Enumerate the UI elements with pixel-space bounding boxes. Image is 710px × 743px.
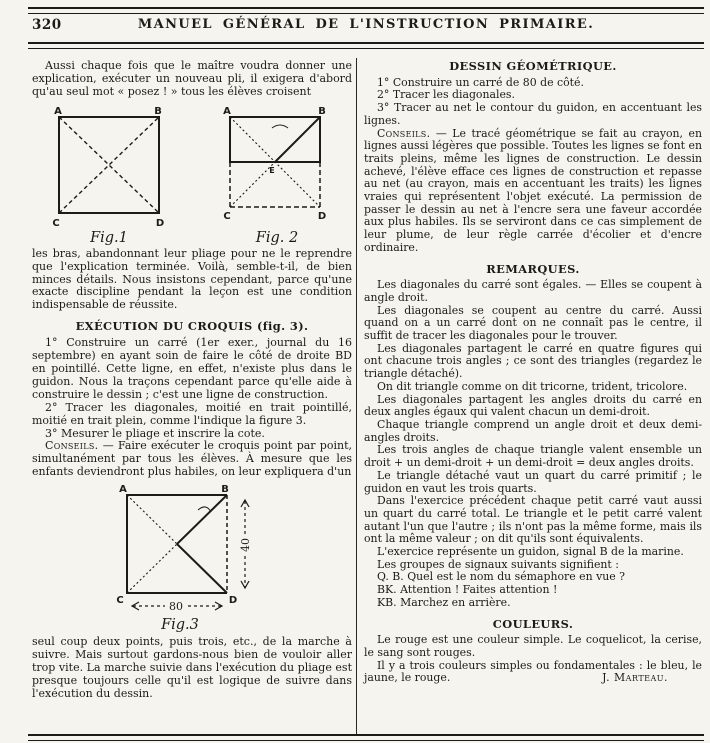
section-heading-dessin: DESSIN GÉOMÉTRIQUE. (449, 59, 617, 73)
remark-paragraph: Les diagonales se coupent au centre du carré. Aussi quand on a un carré dont on ne connaît pas le centre, il suffit de tracer les diagonales pour le trouver. (364, 303, 702, 343)
corner-label-a: A (119, 484, 127, 496)
conseils-label: Conseils. (377, 126, 431, 140)
dotted-half-diagonal-c (127, 544, 177, 593)
remark-paragraph: Les diagonales du carré sont égales. — Elles se coupent à angle droit. (364, 278, 702, 304)
footer-rule (28, 734, 704, 741)
diagonal-cb (59, 117, 159, 213)
corner-label-c: C (116, 595, 124, 607)
square-outline (59, 117, 159, 213)
numbered-step-2: 2° Tracer les diagonales. (377, 88, 515, 102)
remark-paragraph: Le triangle détaché vaut un quart du carré primitif ; le guidon en vaut les trois quarts. (364, 468, 702, 495)
couleurs-paragraph: Il y a trois couleurs simples ou fondamentales : le bleu, le jaune, le rouge. (364, 658, 702, 685)
dimension-label-80: 80 (169, 600, 183, 614)
conseils-label: Conseils. (45, 439, 99, 453)
corner-label-b: B (154, 105, 162, 117)
numbered-step-3: 3° Tracer au net le contour du guidon, en accentuant les lignes. (364, 101, 702, 127)
conseils-paragraph (32, 440, 352, 479)
figure-caption: Fig.1 (90, 229, 128, 246)
remark-paragraph: Dans l'exercice précédent chaque petit carré vaut aussi un quart du carré total. Le triangle et le petit carré valent autant l'un que l'autre ; ils n'ont pas la même forme, mais ils ont la même valeur ; on dit qu'ils sont équivalents. (364, 494, 702, 546)
figure-1-square-diagonals (34, 104, 184, 246)
couleurs-paragraph: Le rouge est une couleur simple. Le coquelicot, la cerise, le sang sont rouges. (364, 633, 702, 659)
section-heading-remarques: REMARQUES. (486, 261, 580, 276)
signal-line-qb: Q. B. Quel est le nom du sémaphore en vue ? (377, 570, 625, 584)
paragraph: Aussi chaque fois que le maître voudra donner une explication, exécuter un nouveau pli, il exigera d'abord qu'au seul mot « posez ! » tous les élèves croisent (32, 59, 352, 98)
corner-label-a: A (54, 105, 62, 117)
corner-label-d: D (155, 217, 165, 229)
remark-paragraph: Les diagonales partagent le carré en quatre figures qui ont chacune trois angles ; ce sont des triangles (regardez le triangle détaché). (364, 341, 702, 381)
signal-line-kb: KB. Marchez en arrière. (377, 595, 511, 609)
numbered-step-1: 1° Construire un carré (1er exer., journal du 16 septembre) en ayant soin de faire le côté de droite BD en pointillé. Cette ligne, en effet, n'existe plus dans le guidon. Nous la traçons cependant parce qu'elle aide à construire le dessin ; c'est une ligne de construction. (32, 336, 352, 401)
solid-half-diagonal-d (177, 544, 227, 593)
page-header (28, 14, 704, 40)
paragraph: seul coup deux points, puis trois, etc., de la marche à suivre. Mais surtout gardons-nous bien de vouloir aller trop vite. La marche suivie dans l'exécution du pliage est presque toujours celle qu'il est logique de suivre dans l'exécution du dessin. (32, 635, 352, 700)
remark-paragraph: Chaque triangle comprend un angle droit et deux demi-angles droits. (364, 417, 702, 444)
dotted-half-diagonal-a (127, 495, 177, 544)
remark-paragraph: Les trois angles de chaque triangle valent ensemble un droit + un demi-droit + un demi-droit = deux angles droits. (364, 443, 702, 470)
figure-2-folded-square (210, 104, 350, 246)
right-column (364, 60, 702, 685)
corner-label-b: B (318, 105, 326, 117)
conseils-text: — Faire exécuter le croquis point par point, simultanément par tous les élèves. À mesure que les enfants deviendront plus habiles, on leur expliquera d'un (32, 439, 352, 479)
corner-label-c: C (52, 217, 60, 229)
remark-paragraph: On dit triangle comme on dit tricorne, trident, tricolore. (377, 379, 688, 393)
remark-paragraph: Les groupes de signaux suivants signifient : (377, 557, 619, 571)
corner-label-d: D (317, 210, 327, 222)
dimension-label-40: 40 (239, 538, 252, 553)
left-column (32, 60, 352, 701)
folded-half-outline (230, 117, 320, 162)
header-top-rule (28, 7, 704, 14)
remark-paragraph: L'exercice représente un guidon, signal B de la marine. (377, 545, 684, 559)
figures-row (32, 104, 352, 246)
corner-label-c: C (223, 210, 231, 222)
numbered-step-3: 3° Mesurer le pliage et inscrire la cote. (45, 426, 265, 440)
figure-caption: Fig. 2 (255, 229, 299, 246)
author-signature: J. Marteau. (602, 671, 668, 685)
conseils-paragraph (364, 128, 702, 255)
section-heading-croquis: EXÉCUTION DU CROQUIS (fig. 3). (75, 319, 309, 334)
corner-label-a: A (223, 105, 231, 117)
diagonal-ad (59, 117, 159, 213)
column-divider-rule (356, 58, 357, 734)
figure-caption: Fig.3 (161, 617, 199, 634)
conseils-text: — Le tracé géométrique se fait au crayon, en lignes aussi légères que possible. Toutes les lignes se font en traits pleins, même les lignes de construction. Le dessin achevé, l'élève efface ces lignes de construction et repasse au net (au crayon, mais en accentuant les traits) les lignes vraies qui représentent l'objet exécuté. La permission de passer le dessin au net à l'encre sera une faveur accordée aux plus habiles. Ils se serviront dans ce cas simplement de leur plume, de leur règle carrée d'écolier et d'encre ordinaire. (364, 126, 702, 254)
figure-3-dimensioned-square (92, 482, 292, 634)
corner-label-b: B (221, 484, 229, 496)
section-heading-couleurs: COULEURS. (492, 616, 574, 631)
page-number: 320 (32, 17, 62, 33)
corner-label-d: D (228, 595, 238, 607)
fold-arc-mark (272, 125, 288, 128)
paragraph: les bras, abandonnant leur pliage pour ne le reprendre que l'explication terminée. Voilà, semble-t-il, de bien minces détails. Nous insistons cependant, parce qu'une exacte discipline pendant la leçon est une condition indispensable de réussite. (32, 246, 352, 312)
header-bottom-rule (28, 42, 704, 49)
signal-line-bk: BK. Attention ! Faites attention ! (377, 583, 558, 597)
figure-3-block (32, 482, 352, 634)
center-label-e: E (269, 165, 275, 175)
solid-half-diagonal-b (177, 495, 227, 544)
remark-paragraph: Les diagonales partagent les angles droits du carré en deux angles égaux qui valent chacun un demi-droit. (364, 392, 702, 419)
numbered-step-2: 2° Tracer les diagonales, moitié en trait pointillé, moitié en trait plein, comme l'indique la figure 3. (32, 400, 352, 427)
numbered-step-1: 1° Construire un carré de 80 de côté. (377, 75, 584, 89)
journal-title: MANUEL GÉNÉRAL DE L'INSTRUCTION PRIMAIRE. (137, 17, 595, 32)
solid-crease-eb (275, 117, 320, 162)
